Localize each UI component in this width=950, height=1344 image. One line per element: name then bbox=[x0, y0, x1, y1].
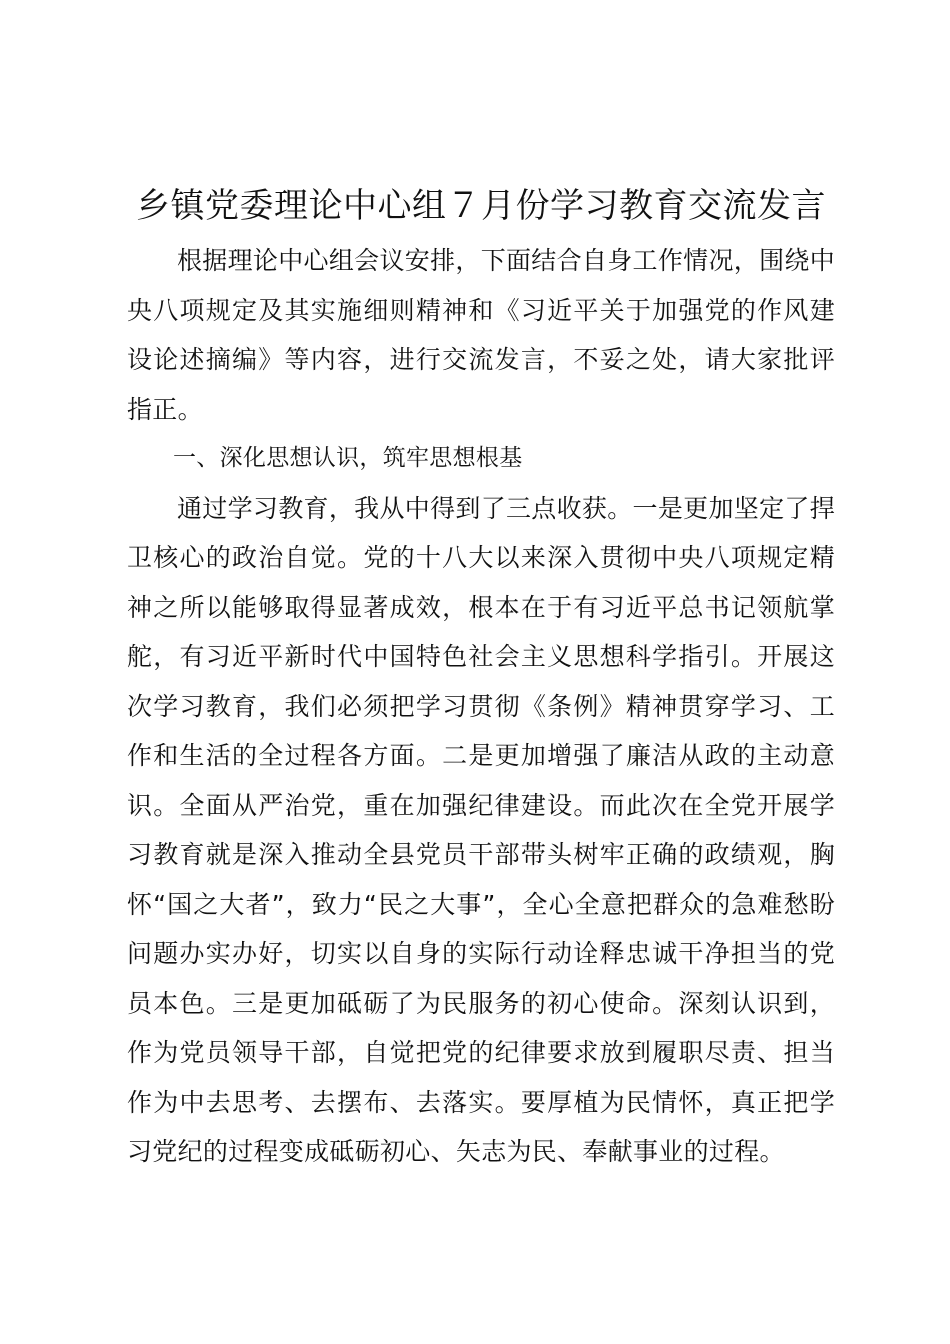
section-heading-1: 一、深化思想认识，筑牢思想根基 bbox=[173, 445, 523, 471]
intro-paragraph: 根据理论中心组会议安排，下面结合自身工作情况，围绕中央八项规定及其实施细则精神和《习近平关于加强党的作风建设论述摘编》等内容，进行交流发言，不妥之处，请大家批评指正。 bbox=[127, 246, 835, 424]
document-page bbox=[127, 178, 835, 1177]
document-title: 乡镇党委理论中心组７月份学习教育交流发言 bbox=[136, 186, 826, 226]
body-paragraph: 通过学习教育，我从中得到了三点收获。一是更加坚定了捍卫核心的政治自觉。党的十八大以来深入贯彻中央八项规定精神之所以能够取得显著成效，根本在于有习近平总书记领航掌舵，有习近平新时代中国特色社会主义思想科学指引。开展这次学习教育，我们必须把学习贯彻《条例》精神贯穿学习、工作和生活的全过程各方面。二是更加增强了廉洁从政的主动意识。全面从严治党，重在加强纪律建设。而此次在全党开展学习教育就是深入推动全县党员干部带头树牢正确的政绩观，胸怀“国之大者”，致力“民之大事”，全心全意把群众的急难愁盼问题办实办好，切实以自身的实际行动诠释忠诚干净担当的党员本色。三是更加砥砺了为民服务的初心使命。深刻认识到，作为党员领导干部，自觉把党的纪律要求放到履职尽责、担当作为中去思考、去摆布、去落实。要厚植为民情怀，真正把学习党纪的过程变成砥砺初心、矢志为民、奉献事业的过程。 bbox=[127, 493, 835, 1166]
